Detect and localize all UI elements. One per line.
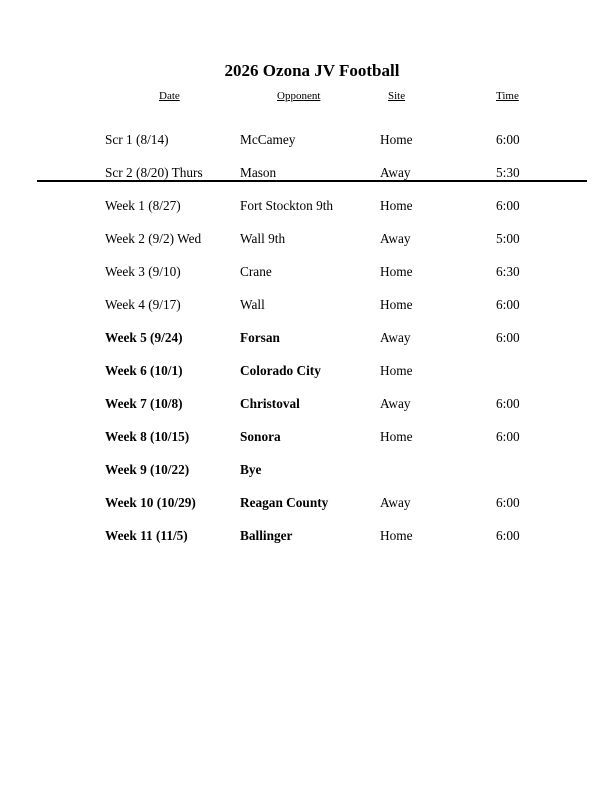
row-opponent: Sonora <box>240 429 281 444</box>
row-time: 6:00 <box>496 297 520 312</box>
row-time: 6:00 <box>496 495 520 510</box>
row-site: Away <box>380 231 411 246</box>
row-opponent: Wall <box>240 297 265 312</box>
row-date: Week 8 (10/15) <box>105 429 190 444</box>
row-site: Home <box>380 264 413 279</box>
header-date: Date <box>159 90 180 102</box>
row-date: Week 9 (10/22) <box>105 462 190 477</box>
row-site: Home <box>380 132 413 147</box>
table-row <box>0 230 612 263</box>
table-row <box>0 494 612 527</box>
table-row <box>0 263 612 296</box>
row-site: Home <box>380 198 413 213</box>
schedule-table <box>0 131 612 560</box>
row-date: Scr 2 (8/20) Thurs <box>105 165 203 180</box>
row-date: Week 3 (9/10) <box>105 264 181 279</box>
row-opponent: Bye <box>240 462 262 477</box>
row-time: 6:30 <box>496 264 520 279</box>
row-site: Away <box>380 330 411 345</box>
table-row <box>0 164 612 197</box>
row-date: Week 7 (10/8) <box>105 396 183 411</box>
row-date: Week 10 (10/29) <box>105 495 196 510</box>
table-row <box>0 329 612 362</box>
row-opponent: Colorado City <box>240 363 321 378</box>
table-row <box>0 296 612 329</box>
row-site: Away <box>380 165 411 180</box>
column-headers <box>0 89 612 103</box>
row-site: Home <box>380 528 413 543</box>
table-row <box>0 461 612 494</box>
table-row <box>0 362 612 395</box>
row-site: Home <box>380 297 413 312</box>
table-row <box>0 131 612 164</box>
row-opponent: McCamey <box>240 132 296 147</box>
row-time: 6:00 <box>496 429 520 444</box>
row-site: Away <box>380 495 411 510</box>
row-time: 6:00 <box>496 330 520 345</box>
row-date: Week 11 (11/5) <box>105 528 188 543</box>
row-opponent: Mason <box>240 165 277 180</box>
row-time: 6:00 <box>496 198 520 213</box>
row-opponent: Ballinger <box>240 528 293 543</box>
row-time: 6:00 <box>496 528 520 543</box>
page-title: 2026 Ozona JV Football <box>224 61 400 80</box>
row-time: 5:30 <box>496 165 520 180</box>
row-opponent: Christoval <box>240 396 300 411</box>
row-date: Week 5 (9/24) <box>105 330 183 345</box>
row-date: Week 2 (9/2) Wed <box>105 231 202 246</box>
row-time: 6:00 <box>496 396 520 411</box>
table-row <box>0 428 612 461</box>
row-opponent: Fort Stockton 9th <box>240 198 334 213</box>
row-site: Home <box>380 363 413 378</box>
row-opponent: Wall 9th <box>240 231 286 246</box>
table-row <box>0 395 612 428</box>
row-opponent: Reagan County <box>240 495 329 510</box>
row-opponent: Crane <box>240 264 272 279</box>
row-time: 6:00 <box>496 132 520 147</box>
row-opponent: Forsan <box>240 330 280 345</box>
row-site: Home <box>380 429 413 444</box>
table-row <box>0 197 612 230</box>
row-date: Week 6 (10/1) <box>105 363 183 378</box>
row-date: Week 1 (8/27) <box>105 198 181 213</box>
table-row <box>0 527 612 560</box>
row-site: Away <box>380 396 411 411</box>
row-date: Scr 1 (8/14) <box>105 132 169 147</box>
row-date: Week 4 (9/17) <box>105 297 181 312</box>
header-opponent: Opponent <box>277 90 321 102</box>
header-site: Site <box>388 90 406 102</box>
row-time: 5:00 <box>496 231 520 246</box>
header-time: Time <box>496 90 519 102</box>
